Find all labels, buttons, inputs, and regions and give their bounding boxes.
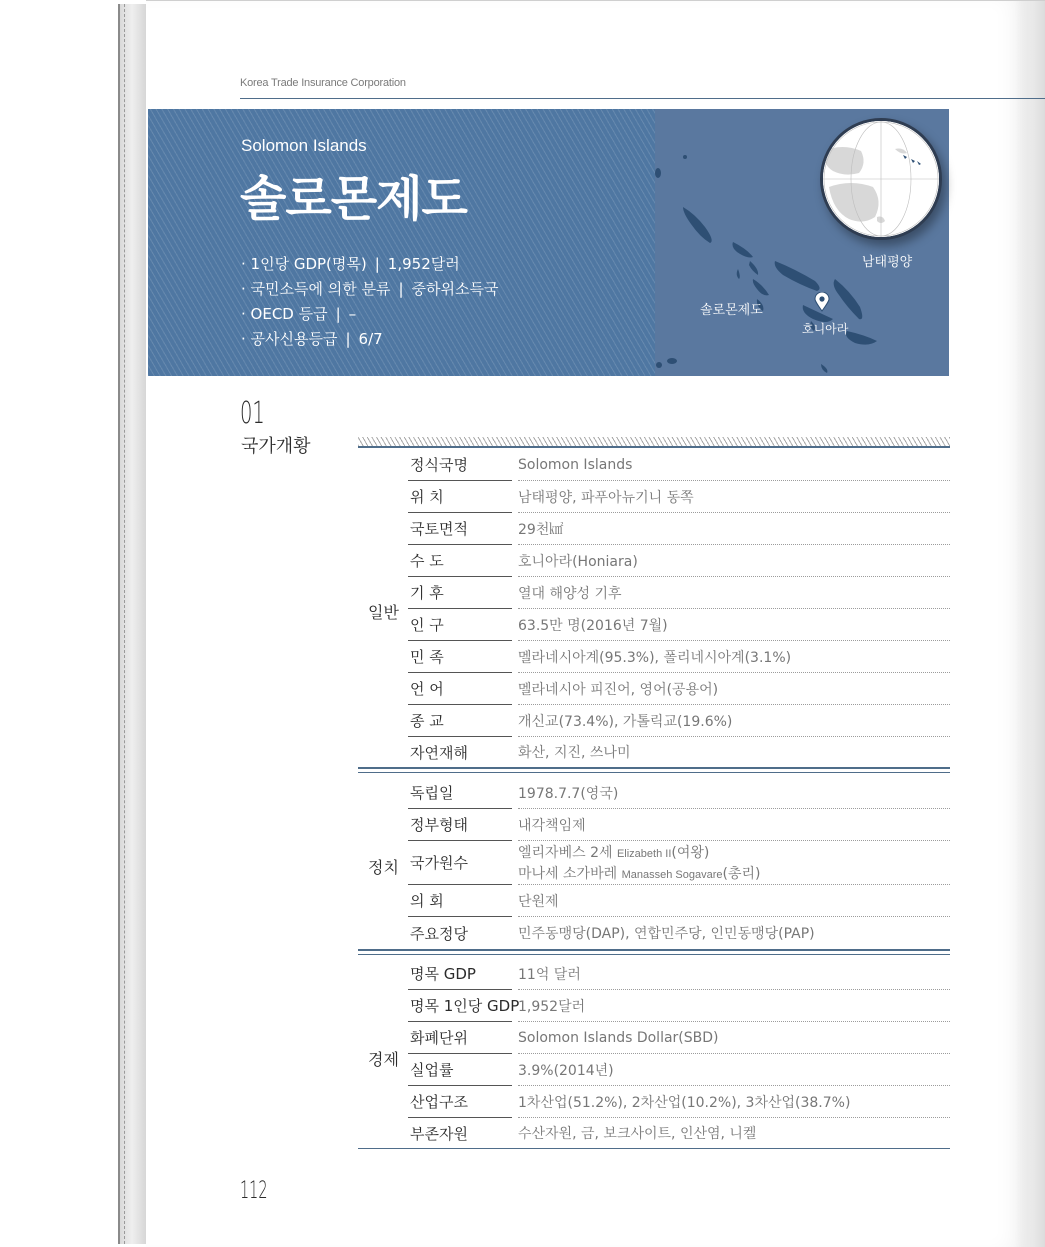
map-label-capital: 호니아라 [802,322,849,336]
map-label-region: 남태평양 [862,255,913,270]
value-text: (여왕) [671,845,710,861]
fact-separator: | [345,330,351,348]
table-row [408,545,950,577]
row-value [518,841,950,885]
table-row [408,673,950,705]
table-row [408,1022,950,1054]
row-value: 멜라네시아 피진어, 영어(공용어) [518,673,950,705]
table-row [408,1086,950,1118]
fact-label: · 공사신용등급 [241,330,338,348]
fact-label: · 1인당 GDP(명목) [241,255,367,273]
table-row [408,737,950,767]
row-value: 단원제 [518,885,950,917]
table-row [408,609,950,641]
map-pin-icon [814,292,830,312]
page-edge-shadow [1015,1,1045,1247]
value-text: 엘리자베스 2세 [518,845,617,861]
page-number: 112 [240,1176,268,1204]
row-value: 내각책임제 [518,809,950,841]
fact-value: 6/7 [358,330,383,348]
row-value: 화산, 지진, 쓰나미 [518,745,631,761]
table-row [408,1054,950,1086]
row-value: 열대 해양성 기후 [518,577,950,609]
row-value: 29천㎢ [518,513,950,545]
table-row [408,481,950,513]
row-key: 명목 1인당 GDP [408,990,512,1022]
country-name-english: Solomon Islands [241,136,367,155]
row-key: 의 회 [408,885,512,917]
row-key: 부존자원 [410,1124,468,1143]
table-top-rule [358,446,950,448]
row-value: 민주동맹당(DAP), 연합민주당, 인민동맹당(PAP) [518,926,815,942]
row-key: 국가원수 [408,841,512,885]
row-value: 1,952달러 [518,990,950,1022]
row-value: 멜라네시아계(95.3%), 폴리네시아계(3.1%) [518,641,950,673]
row-value: 개신교(73.4%), 가톨릭교(19.6%) [518,705,950,737]
value-text: (총리) [722,866,761,882]
fact-value: – [348,305,357,323]
key-facts-list [241,254,499,354]
table-hatch-rule [358,437,950,446]
row-value: 호니아라(Honiara) [518,545,950,577]
globe-icon [823,121,939,237]
country-name-korean: 솔로몬제도 [240,171,467,227]
group-label-politics: 정치 [368,858,399,877]
table-row [408,841,950,885]
row-value: 3.9%(2014년) [518,1054,950,1086]
row-key: 기 후 [408,577,512,609]
table-row [408,577,950,609]
group-separator [358,949,950,955]
globe-inset [820,118,942,240]
fact-separator: | [374,255,380,273]
fact-label: · OECD 등급 [241,305,328,323]
row-key: 독립일 [408,777,512,809]
table-row [408,705,950,737]
row-value: 남태평양, 파푸아뉴기니 동쪽 [518,481,950,513]
table-bottom-rule [358,1148,950,1149]
fact-item [241,279,499,304]
table-row [408,513,950,545]
value-text: 마나세 소가바레 [518,866,622,882]
row-key: 위 치 [408,481,512,513]
row-key: 국토면적 [408,513,512,545]
row-value: 1차산업(51.2%), 2차산업(10.2%), 3차산업(38.7%) [518,1086,950,1118]
fact-item [241,304,499,329]
row-key: 정식국명 [408,449,512,481]
table-row [408,777,950,809]
fact-label: · 국민소득에 의한 분류 [241,280,391,298]
fact-item [241,329,499,354]
row-key: 정부형태 [408,809,512,841]
fact-value: 1,952달러 [387,255,460,273]
header-rule [240,98,1045,99]
map-label-country: 솔로몬제도 [700,303,763,318]
table-row [408,1118,950,1148]
row-value: 63.5만 명(2016년 7월) [518,609,950,641]
row-key: 인 구 [408,609,512,641]
fact-separator: | [335,305,341,323]
row-value: 1978.7.7(영국) [518,777,950,809]
row-value: Solomon Islands Dollar(SBD) [518,1022,950,1054]
row-key: 실업률 [408,1054,512,1086]
value-text-en: Manasseh Sogavare [621,869,723,881]
group-separator [358,767,950,773]
row-key: 종 교 [408,705,512,737]
table-row [408,809,950,841]
row-key: 산업구조 [408,1086,512,1118]
corporation-name: Korea Trade Insurance Corporation [240,77,406,89]
row-key: 화폐단위 [408,1022,512,1054]
fact-value: 중하위소득국 [411,280,499,298]
row-value: 수산자원, 금, 보크사이트, 인산염, 니켈 [518,1126,757,1142]
row-key: 명목 GDP [408,958,512,990]
table-row [408,990,950,1022]
row-value: Solomon Islands [518,449,950,481]
row-key: 수 도 [408,545,512,577]
table-row [408,917,950,949]
fact-separator: | [398,280,404,298]
section-number: 01 [240,396,265,431]
head-of-state-line [518,843,950,864]
table-row [408,449,950,481]
head-of-government-line [518,864,950,885]
row-key: 주요정당 [410,924,468,943]
fact-item [241,254,499,279]
row-key: 언 어 [408,673,512,705]
row-value: 11억 달러 [518,958,950,990]
row-key: 자연재해 [410,743,468,762]
table-row [408,641,950,673]
row-key: 민 족 [408,641,512,673]
section-title: 국가개황 [241,436,311,457]
table-row [408,958,950,990]
table-row [408,885,950,917]
group-label-economy: 경제 [368,1050,399,1069]
value-text-en: Elizabeth II [616,848,672,860]
group-label-general: 일반 [368,603,399,622]
